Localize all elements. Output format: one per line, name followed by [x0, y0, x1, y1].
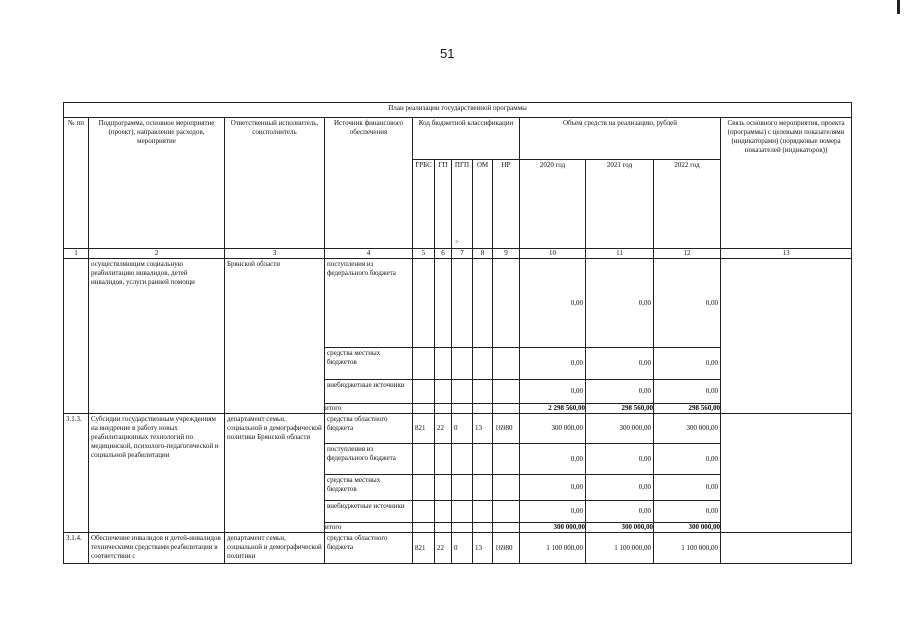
value-2021: 1 100 000,00 — [586, 533, 654, 564]
grbs-cell: 821 — [413, 533, 435, 564]
block2-num: 3.1.3. — [64, 414, 89, 533]
block1-subprogram: осуществляющим социальную реабилитацию инвалидов, детей инвалидов, услуги ранней помощи — [89, 259, 225, 414]
value-2020: 0,00 — [520, 259, 586, 348]
value-2020: 0,00 — [520, 444, 586, 475]
header-np: НР — [493, 160, 520, 249]
total-2021: 298 560,00 — [586, 404, 654, 414]
np-cell: 16980 — [493, 414, 520, 444]
page-number: 51 — [440, 46, 455, 61]
value-2022: 0,00 — [654, 475, 721, 501]
header-pgp — [452, 160, 473, 249]
header-subprogram: Подпрограмма, основное мероприятие (проект), направление расходов, мероприятие — [89, 118, 225, 249]
table-row — [64, 533, 852, 564]
block3-num: 3.1.4. — [64, 533, 89, 564]
value-2020: 300 000,00 — [520, 414, 586, 444]
block3-link — [721, 533, 852, 564]
block3-subprogram: Обеспечение инвалидов и детей-инвалидов техническими средствами реабилитации в соответствии с — [89, 533, 225, 564]
block1-link — [721, 259, 852, 414]
block3-executor: департамент семьи, социальной и демографической политики — [225, 533, 325, 564]
header-source: Источник финансового обеспечения — [325, 118, 413, 249]
value-2022: 1 100 000,00 — [654, 533, 721, 564]
header-row-1 — [64, 118, 852, 160]
header-2022: 2022 год — [654, 160, 721, 249]
header-volume: Объем средств на реализацию, рублей — [520, 118, 721, 160]
header-num: № пп — [64, 118, 89, 249]
np-cell: 16980 — [493, 533, 520, 564]
col-number: 7 — [452, 249, 473, 259]
source-cell: средства областного бюджета — [325, 533, 413, 564]
value-2020: 0,00 — [520, 380, 586, 404]
gp-cell: 22 — [435, 414, 452, 444]
value-2020: 1 100 000,00 — [520, 533, 586, 564]
col-number: 8 — [473, 249, 493, 259]
block1-num — [64, 259, 89, 414]
total-label: итого — [325, 404, 413, 414]
header-executor: Ответственный исполнитель, соисполнитель — [225, 118, 325, 249]
header-link: Связь основного мероприятия, проекта (программы) с целевыми показателями (индикаторами) (порядковые номера показателей (индикаторов)) — [721, 118, 852, 249]
pgp-cell: 0 — [452, 414, 473, 444]
value-2021: 0,00 — [586, 380, 654, 404]
col-number: 3 — [225, 249, 325, 259]
header-2020: 2020 год — [520, 160, 586, 249]
value-2021: 0,00 — [586, 348, 654, 380]
value-2020: 0,00 — [520, 475, 586, 501]
total-2022: 298 560,00 — [654, 404, 721, 414]
value-2021: 0,00 — [586, 444, 654, 475]
total-2020: 300 000,00 — [520, 523, 586, 533]
source-cell: поступления из федерального бюджета — [325, 444, 413, 475]
gp-cell: 22 — [435, 533, 452, 564]
value-2021: 0,00 — [586, 475, 654, 501]
table-row — [64, 414, 852, 444]
value-2021: 0,00 — [586, 259, 654, 348]
source-cell: поступления из федерального бюджета — [325, 259, 413, 348]
value-2022: 0,00 — [654, 501, 721, 523]
value-2022: 0,00 — [654, 259, 721, 348]
col-number: 2 — [89, 249, 225, 259]
grbs-cell: 821 — [413, 414, 435, 444]
page-edge-mark — [897, 0, 900, 14]
block2-executor: департамент семьи, социальной и демографической политики Брянской области — [225, 414, 325, 533]
column-number-row — [64, 249, 852, 259]
block1-executor: Брянской области — [225, 259, 325, 414]
col-number: 10 — [520, 249, 586, 259]
source-cell: средства местных бюджетов — [325, 348, 413, 380]
value-2020: 0,00 — [520, 348, 586, 380]
header-gp: ГП — [435, 160, 452, 249]
table-row — [64, 259, 852, 348]
value-2021: 300 000,00 — [586, 414, 654, 444]
col-number: 6 — [435, 249, 452, 259]
pgp-cell: 0 — [452, 533, 473, 564]
header-mark: > — [455, 238, 459, 246]
header-pgp-label: ПГП — [454, 161, 470, 169]
col-number: 5 — [413, 249, 435, 259]
value-2022: 0,00 — [654, 348, 721, 380]
header-2021: 2021 год — [586, 160, 654, 249]
value-2022: 0,00 — [654, 380, 721, 404]
col-number: 11 — [586, 249, 654, 259]
value-2020: 0,00 — [520, 501, 586, 523]
source-cell: внебюджетные источники — [325, 501, 413, 523]
program-plan-table — [63, 102, 852, 564]
block2-link — [721, 414, 852, 533]
header-grbs: ГРБС — [413, 160, 435, 249]
header-kbk: Код бюджетной классификации — [413, 118, 520, 160]
om-cell: 13 — [473, 533, 493, 564]
col-number: 4 — [325, 249, 413, 259]
table-title: План реализации государственной программы — [64, 103, 852, 118]
total-2021: 300 000,00 — [586, 523, 654, 533]
source-cell: внебюджетные источники — [325, 380, 413, 404]
value-2021: 0,00 — [586, 501, 654, 523]
block2-subprogram: Субсидии государственным учреждениям на внедрение в работу новых реабилитационных технологий по медицинской, психолого-педагогической и социальной реабилитации — [89, 414, 225, 533]
total-2022: 300 000,00 — [654, 523, 721, 533]
col-number: 9 — [493, 249, 520, 259]
om-cell: 13 — [473, 414, 493, 444]
total-label: итого — [325, 523, 413, 533]
title-row — [64, 103, 852, 118]
value-2022: 300 000,00 — [654, 414, 721, 444]
col-number: 12 — [654, 249, 721, 259]
source-cell: средства областного бюджета — [325, 414, 413, 444]
header-om: ОМ — [473, 160, 493, 249]
col-number: 1 — [64, 249, 89, 259]
source-cell: средства местных бюджетов — [325, 475, 413, 501]
col-number: 13 — [721, 249, 852, 259]
total-2020: 2 298 560,00 — [520, 404, 586, 414]
value-2022: 0,00 — [654, 444, 721, 475]
